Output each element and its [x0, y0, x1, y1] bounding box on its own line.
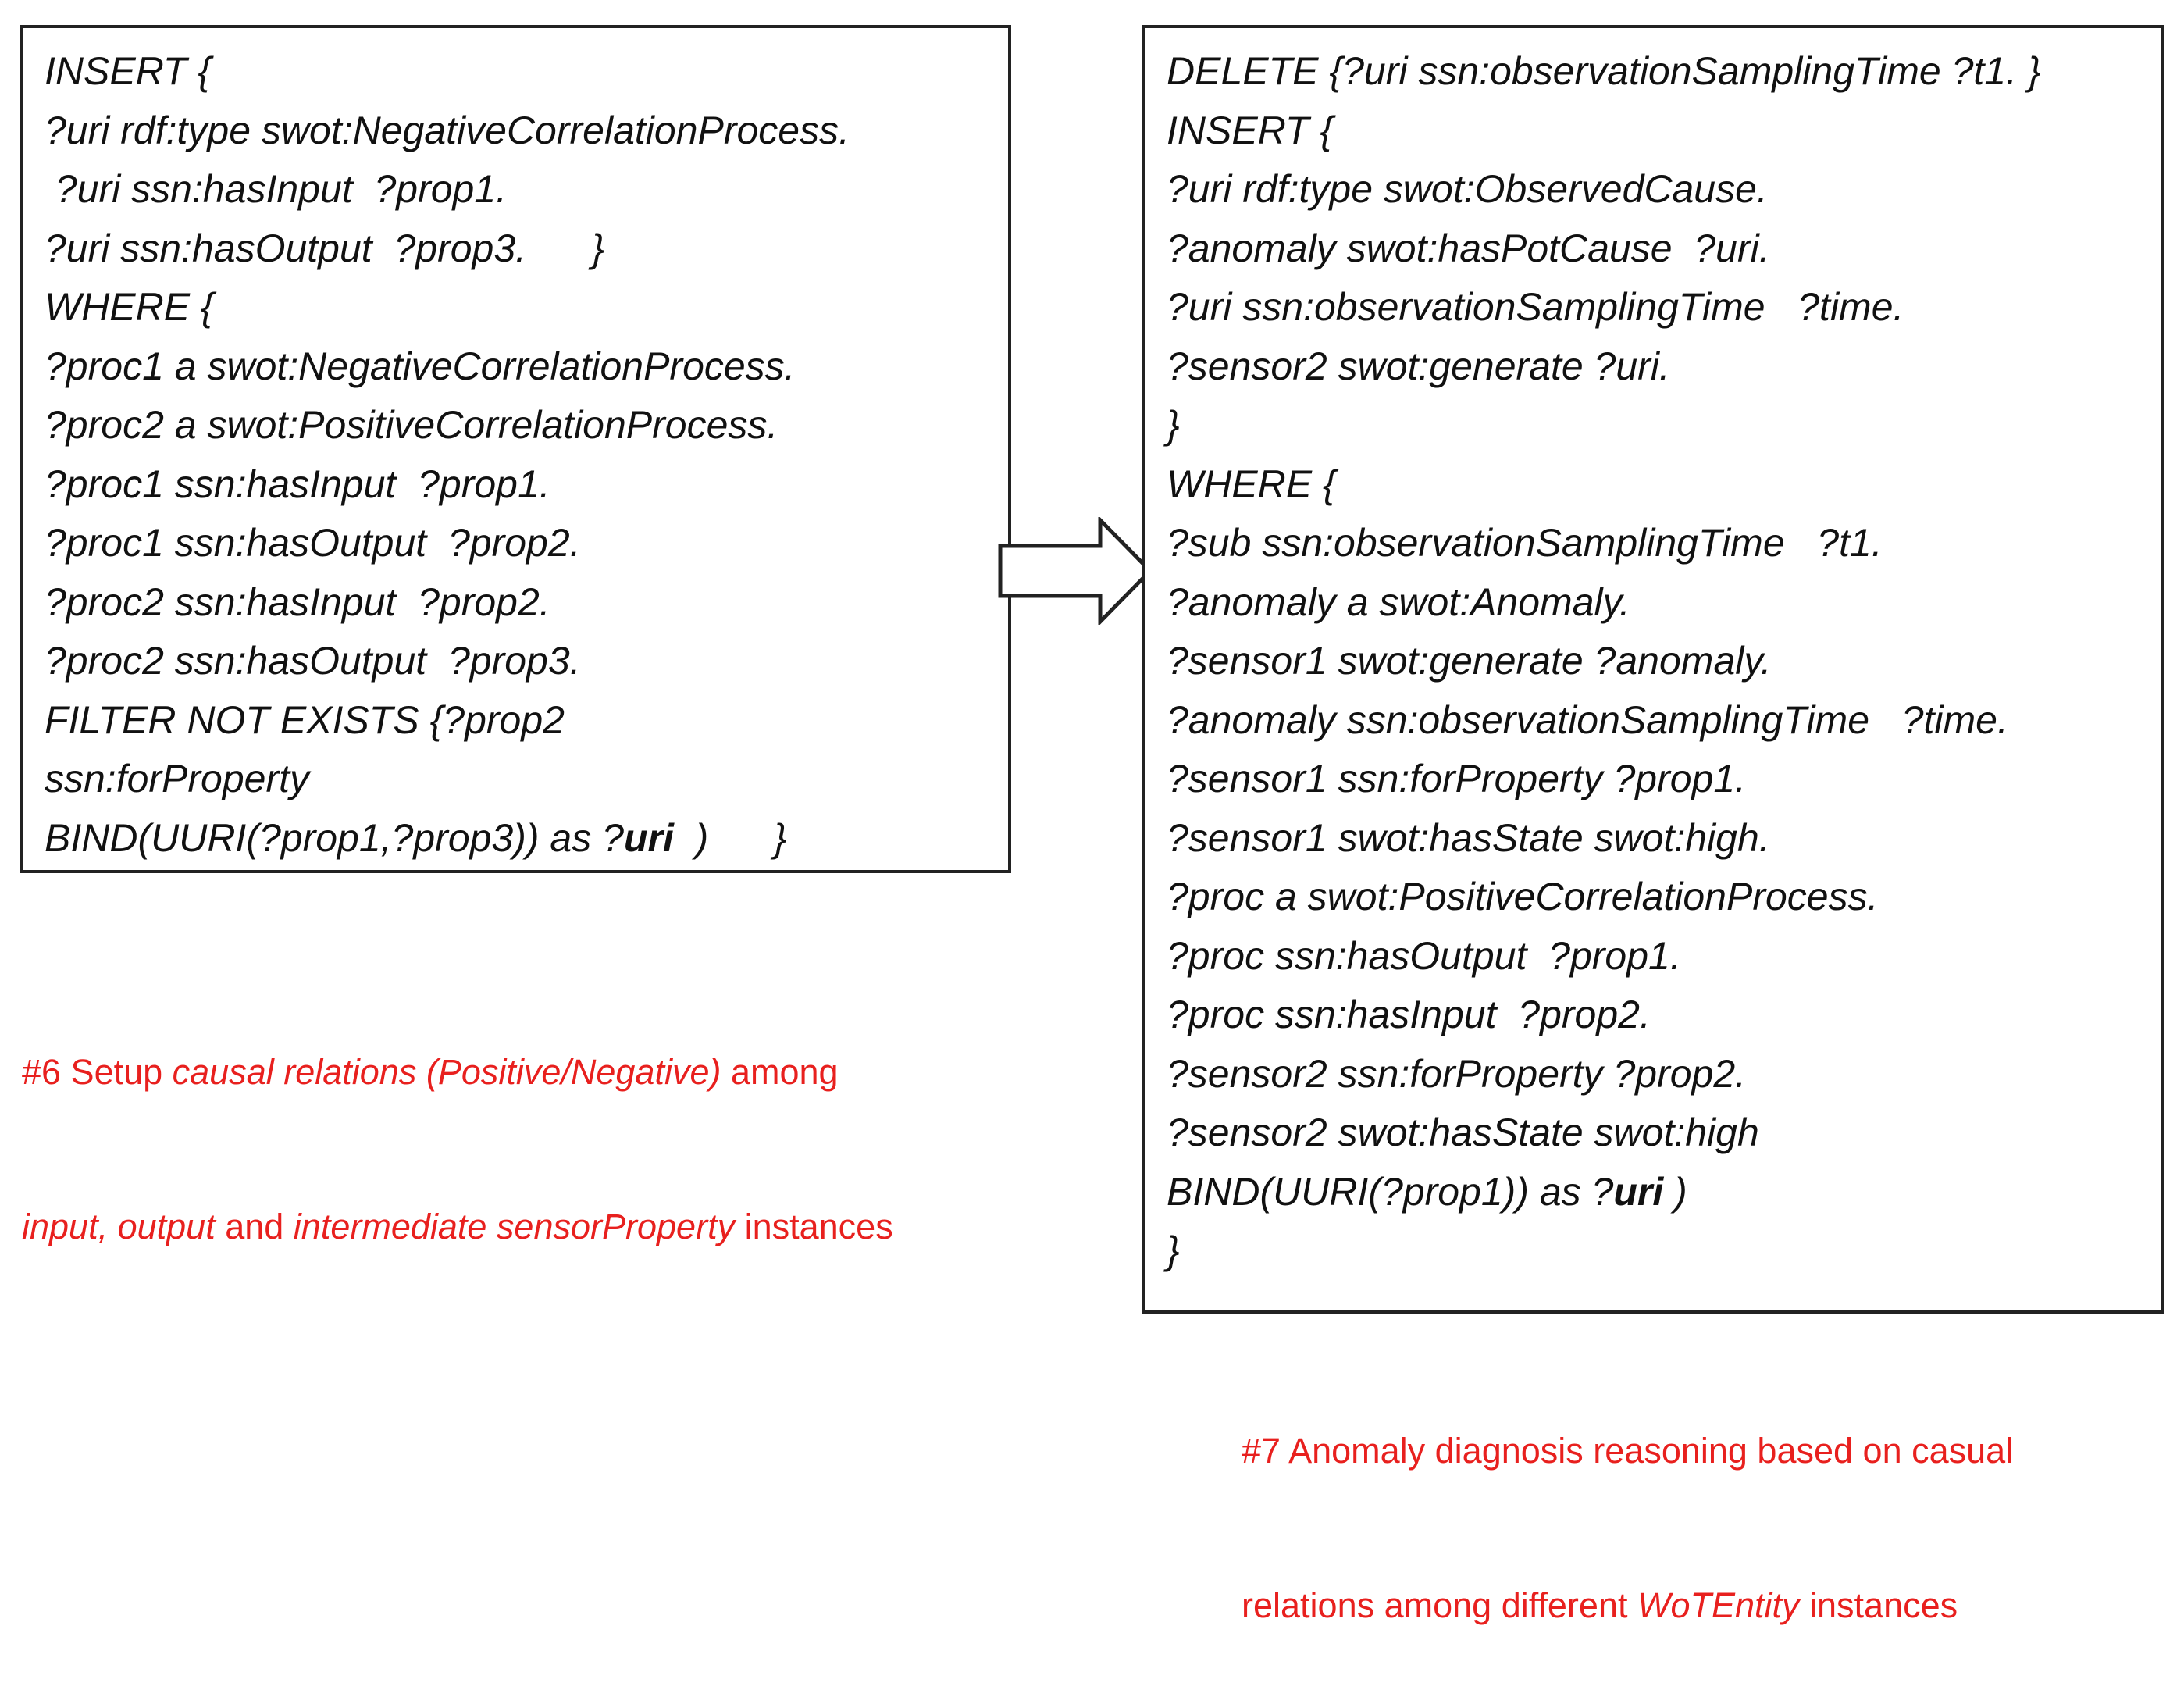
caption-step-6 [22, 943, 893, 1304]
right-arrow-icon [998, 517, 1154, 625]
code-line: ?sensor1 swot:generate ?anomaly. [1167, 639, 1772, 683]
code-line: ?proc1 ssn:hasOutput ?prop2. [45, 521, 581, 565]
code-line: WHERE { [45, 285, 214, 329]
code-line: } [1167, 1228, 1180, 1272]
code-line: FILTER NOT EXISTS {?prop2 [45, 697, 565, 742]
caption-line: relations among different WoTEntity instances [1242, 1585, 1958, 1625]
code-line: INSERT { [1167, 108, 1334, 152]
caption-line: input, output and intermediate sensorProperty instances [22, 1207, 893, 1246]
bold-uri-token: uri [1613, 1169, 1664, 1214]
code-line: ?proc ssn:hasOutput ?prop1. [1167, 933, 1681, 978]
caption-step-7 [1242, 1322, 2013, 1683]
code-line: DELETE {?uri ssn:observationSamplingTime ?t1. } [1167, 49, 2041, 93]
code-line: ?proc2 ssn:hasInput ?prop2. [45, 579, 550, 624]
sparql-insert-box-left [20, 25, 1011, 873]
code-line: ?uri ssn:hasInput ?prop1. [45, 167, 508, 211]
code-line: INSERT { [45, 49, 212, 93]
code-line-bind: BIND(UURI(?prop1)) as ?uri ) [1167, 1169, 1687, 1214]
bold-uri-token: uri [623, 815, 674, 860]
code-line: ?uri rdf:type swot:ObservedCause. [1167, 167, 1768, 211]
code-line: ?sensor1 ssn:forProperty ?prop1. [1167, 757, 1747, 800]
code-line: ?proc ssn:hasInput ?prop2. [1167, 993, 1651, 1036]
code-line: ?proc2 ssn:hasOutput ?prop3. [45, 639, 581, 683]
code-line: ?uri ssn:observationSamplingTime ?time. [1167, 285, 1904, 329]
caption-line: #6 Setup causal relations (Positive/Negative) among [22, 1052, 839, 1092]
code-line: ?sensor1 swot:hasState swot:high. [1167, 815, 1770, 860]
code-line: WHERE { [1167, 462, 1336, 506]
sparql-delete-insert-box-right [1142, 25, 2164, 1314]
code-line: ?sensor2 ssn:forProperty ?prop2. [1167, 1051, 1747, 1096]
code-line: ?proc1 a swot:NegativeCorrelationProcess. [45, 344, 796, 388]
code-line-bind: BIND(UURI(?prop1,?prop3)) as ?uri ) } [45, 815, 787, 860]
code-line: } [1167, 403, 1180, 447]
code-line: ?sensor2 swot:hasState swot:high [1167, 1111, 1759, 1154]
code-line: ?uri rdf:type swot:NegativeCorrelationProcess. [45, 108, 850, 152]
code-line: ?proc1 ssn:hasInput ?prop1. [45, 462, 550, 506]
code-line: ?anomaly a swot:Anomaly. [1167, 579, 1630, 624]
code-line: ssn:forProperty [45, 757, 310, 800]
code-line: ?anomaly ssn:observationSamplingTime ?time. [1167, 697, 2008, 742]
code-line: ?sub ssn:observationSamplingTime ?t1. [1167, 521, 1883, 565]
code-line: ?proc2 a swot:PositiveCorrelationProcess. [45, 403, 778, 447]
code-line: ?uri ssn:hasOutput ?prop3. } [45, 226, 605, 270]
code-line: ?anomaly swot:hasPotCause ?uri. [1167, 226, 1770, 270]
caption-line: #7 Anomaly diagnosis reasoning based on casual [1242, 1431, 2014, 1471]
code-line: ?sensor2 swot:generate ?uri. [1167, 344, 1670, 388]
code-line: ?proc a swot:PositiveCorrelationProcess. [1167, 875, 1879, 918]
